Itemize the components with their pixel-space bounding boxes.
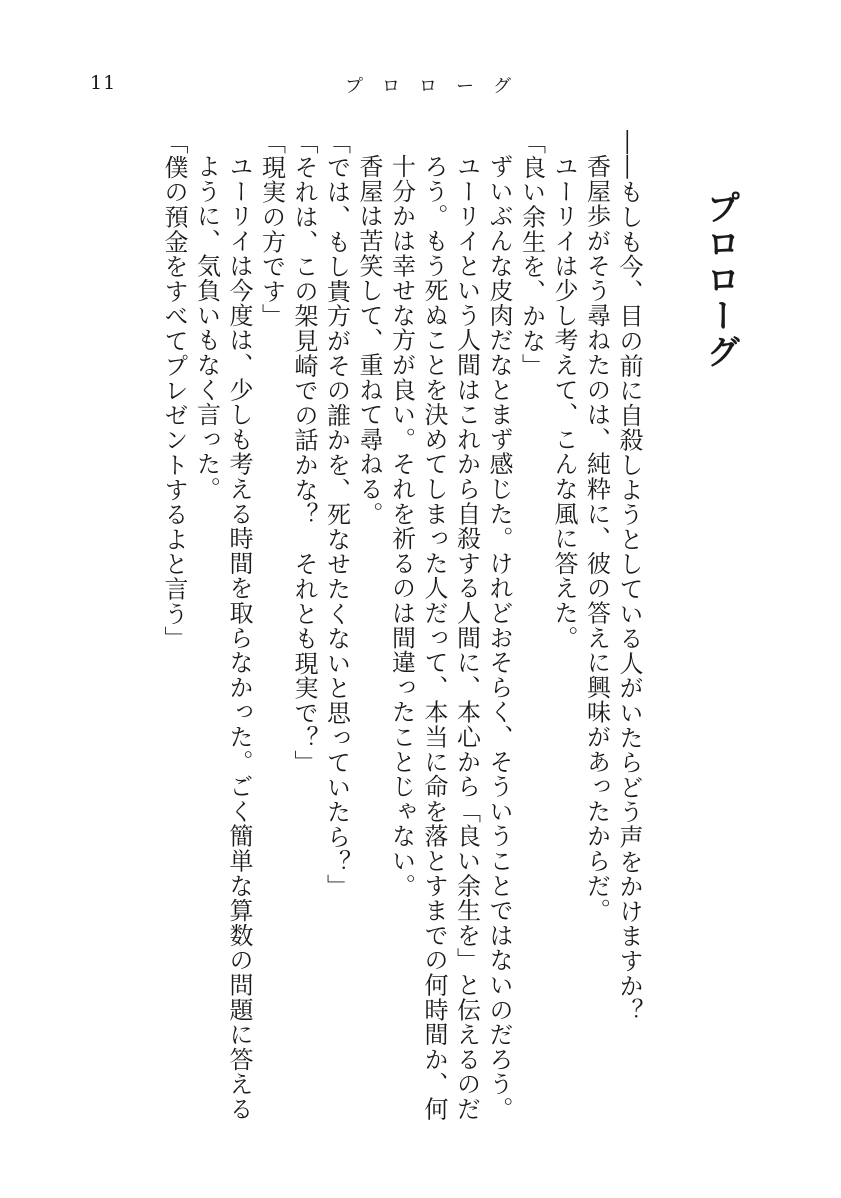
page-number: 11 [90,72,117,94]
paragraph: ユーリイは少し考えて、こんな風に答えた。 [550,154,578,650]
body-text [85,130,645,1130]
running-header: プロローグ [345,76,530,97]
chapter-title: プロローグ [700,190,740,370]
paragraph: ユーリイは今度は、少しも考える時間を取らなかった。ごく簡単な算数の問題に答えるように、気負いもなく言った。 [192,154,253,1122]
paragraph: ずいぶんな皮肉だなとまず感じた。けれどおそらく、そういうことではないのだろう。ユーリイという人間はこれから自殺する人間に、本心から「良い余生を」と伝えるのだろう。もう死ぬことを決めてしまった人だって、本当に命を落とすまでの何時間か、何十分かは幸せな方が良い。それを祈るのは間違ったことじゃない。 [387,154,513,1122]
paragraph: 香屋歩がそう尋ねたのは、純粋に、彼の答えに興味があったからだ。 [582,154,611,923]
dialogue: 「では、もし貴方がその誰かを、死なせたくないと思っていたら？」 [322,130,351,899]
dialogue: 「現実の方です」 [257,130,286,329]
dialogue: 「良い余生を、かな」 [517,130,546,378]
paragraph: ――もしも今、目の前に自殺しようとしている人がいたらどう声をかけますか？ [615,130,643,1023]
dialogue: 「僕の預金をすべてプレゼントするよと言う」 [160,130,188,651]
dialogue: 「それは、この架見崎での話かな？ それとも現実で？」 [290,130,318,775]
paragraph: 香屋は苦笑して、重ねて尋ねる。 [355,154,383,526]
